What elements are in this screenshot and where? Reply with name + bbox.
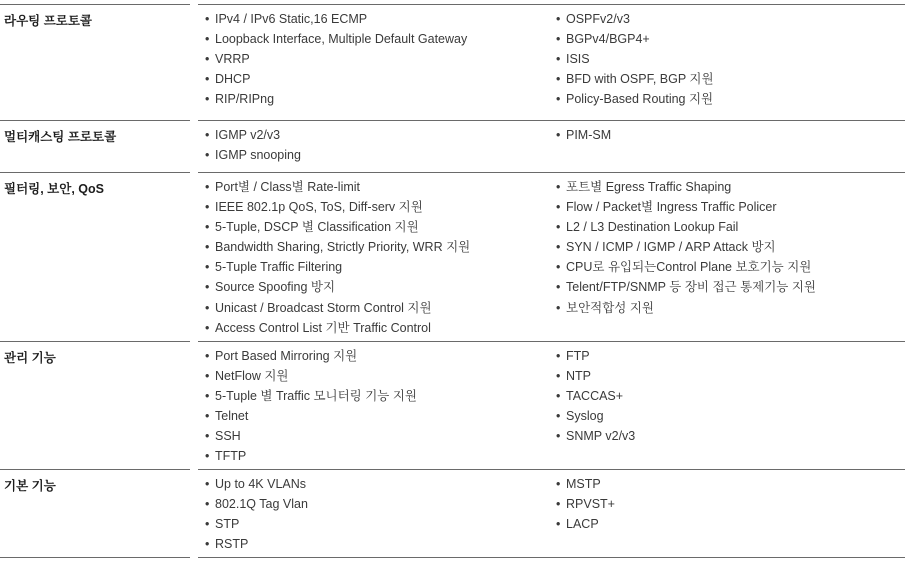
list-item: • 5-Tuple, DSCP 별 Classification 지원 — [205, 217, 470, 237]
list-item: • Bandwidth Sharing, Strictly Priority, WRR 지원 — [205, 237, 470, 257]
list-item: • OSPFv2/v3 — [556, 9, 714, 29]
row-heading: 관리 기능 — [4, 351, 56, 365]
row-divider — [0, 4, 190, 5]
list-item: • Telnet — [205, 406, 417, 426]
list-item: • Policy-Based Routing 지원 — [556, 89, 714, 109]
right-feature-list — [556, 9, 714, 109]
list-item: • BFD with OSPF, BGP 지원 — [556, 69, 714, 89]
list-item: • TACCAS+ — [556, 386, 635, 406]
row-heading: 기본 기능 — [4, 479, 56, 493]
list-item: • NTP — [556, 366, 635, 386]
list-item: • Telent/FTP/SNMP 등 장비 접근 통제기능 지원 — [556, 277, 816, 297]
list-item: • VRRP — [205, 49, 467, 69]
list-item: • 보안적합성 지원 — [556, 298, 816, 318]
list-item: • IGMP snooping — [205, 145, 301, 165]
row-divider — [198, 341, 905, 342]
table-bottom-divider — [0, 557, 190, 558]
row-divider — [198, 469, 905, 470]
list-item: • 5-Tuple 별 Traffic 모니터링 기능 지원 — [205, 386, 417, 406]
list-item: • BGPv4/BGP4+ — [556, 29, 714, 49]
row-heading: 멀티캐스팅 프로토콜 — [4, 130, 117, 144]
list-item: • FTP — [556, 346, 635, 366]
right-feature-list — [556, 346, 635, 446]
list-item: • RIP/RIPng — [205, 89, 467, 109]
row-heading: 라우팅 프로토콜 — [4, 14, 92, 28]
row-divider — [0, 172, 190, 173]
list-item: • IPv4 / IPv6 Static,16 ECMP — [205, 9, 467, 29]
list-item: • NetFlow 지원 — [205, 366, 417, 386]
left-feature-list — [205, 346, 417, 467]
right-feature-list — [556, 177, 816, 318]
list-item: • MSTP — [556, 474, 615, 494]
row-divider — [198, 120, 905, 121]
list-item: • RSTP — [205, 534, 308, 554]
list-item: • IGMP v2/v3 — [205, 125, 301, 145]
list-item: • Source Spoofing 방지 — [205, 277, 470, 297]
right-feature-list — [556, 125, 611, 145]
list-item: • SSH — [205, 426, 417, 446]
row-divider — [198, 172, 905, 173]
row-divider — [198, 4, 905, 5]
list-item: • Port Based Mirroring 지원 — [205, 346, 417, 366]
left-feature-list — [205, 177, 470, 338]
list-item: • Flow / Packet별 Ingress Traffic Policer — [556, 197, 816, 217]
list-item: • PIM-SM — [556, 125, 611, 145]
list-item: • Port별 / Class별 Rate-limit — [205, 177, 470, 197]
right-feature-list — [556, 474, 615, 534]
list-item: • RPVST+ — [556, 494, 615, 514]
list-item: • Access Control List 기반 Traffic Control — [205, 318, 470, 338]
list-item: • CPU로 유입되는Control Plane 보호기능 지원 — [556, 257, 816, 277]
left-feature-list — [205, 125, 301, 165]
list-item: • SYN / ICMP / IGMP / ARP Attack 방지 — [556, 237, 816, 257]
table-bottom-divider — [198, 557, 905, 558]
list-item: • Syslog — [556, 406, 635, 426]
list-item: • Loopback Interface, Multiple Default Gateway — [205, 29, 467, 49]
row-divider — [0, 120, 190, 121]
list-item: • L2 / L3 Destination Lookup Fail — [556, 217, 816, 237]
list-item: • Up to 4K VLANs — [205, 474, 308, 494]
left-feature-list — [205, 9, 467, 109]
list-item: • DHCP — [205, 69, 467, 89]
list-item: • STP — [205, 514, 308, 534]
list-item: • 5-Tuple Traffic Filtering — [205, 257, 470, 277]
list-item: • Unicast / Broadcast Storm Control 지원 — [205, 298, 470, 318]
list-item: • ISIS — [556, 49, 714, 69]
left-feature-list — [205, 474, 308, 554]
row-divider — [0, 469, 190, 470]
row-heading: 필터링, 보안, QoS — [4, 182, 104, 196]
row-divider — [0, 341, 190, 342]
list-item: • IEEE 802.1p QoS, ToS, Diff-serv 지원 — [205, 197, 470, 217]
list-item: • 포트별 Egress Traffic Shaping — [556, 177, 816, 197]
list-item: • LACP — [556, 514, 615, 534]
list-item: • SNMP v2/v3 — [556, 426, 635, 446]
list-item: • TFTP — [205, 446, 417, 466]
list-item: • 802.1Q Tag Vlan — [205, 494, 308, 514]
